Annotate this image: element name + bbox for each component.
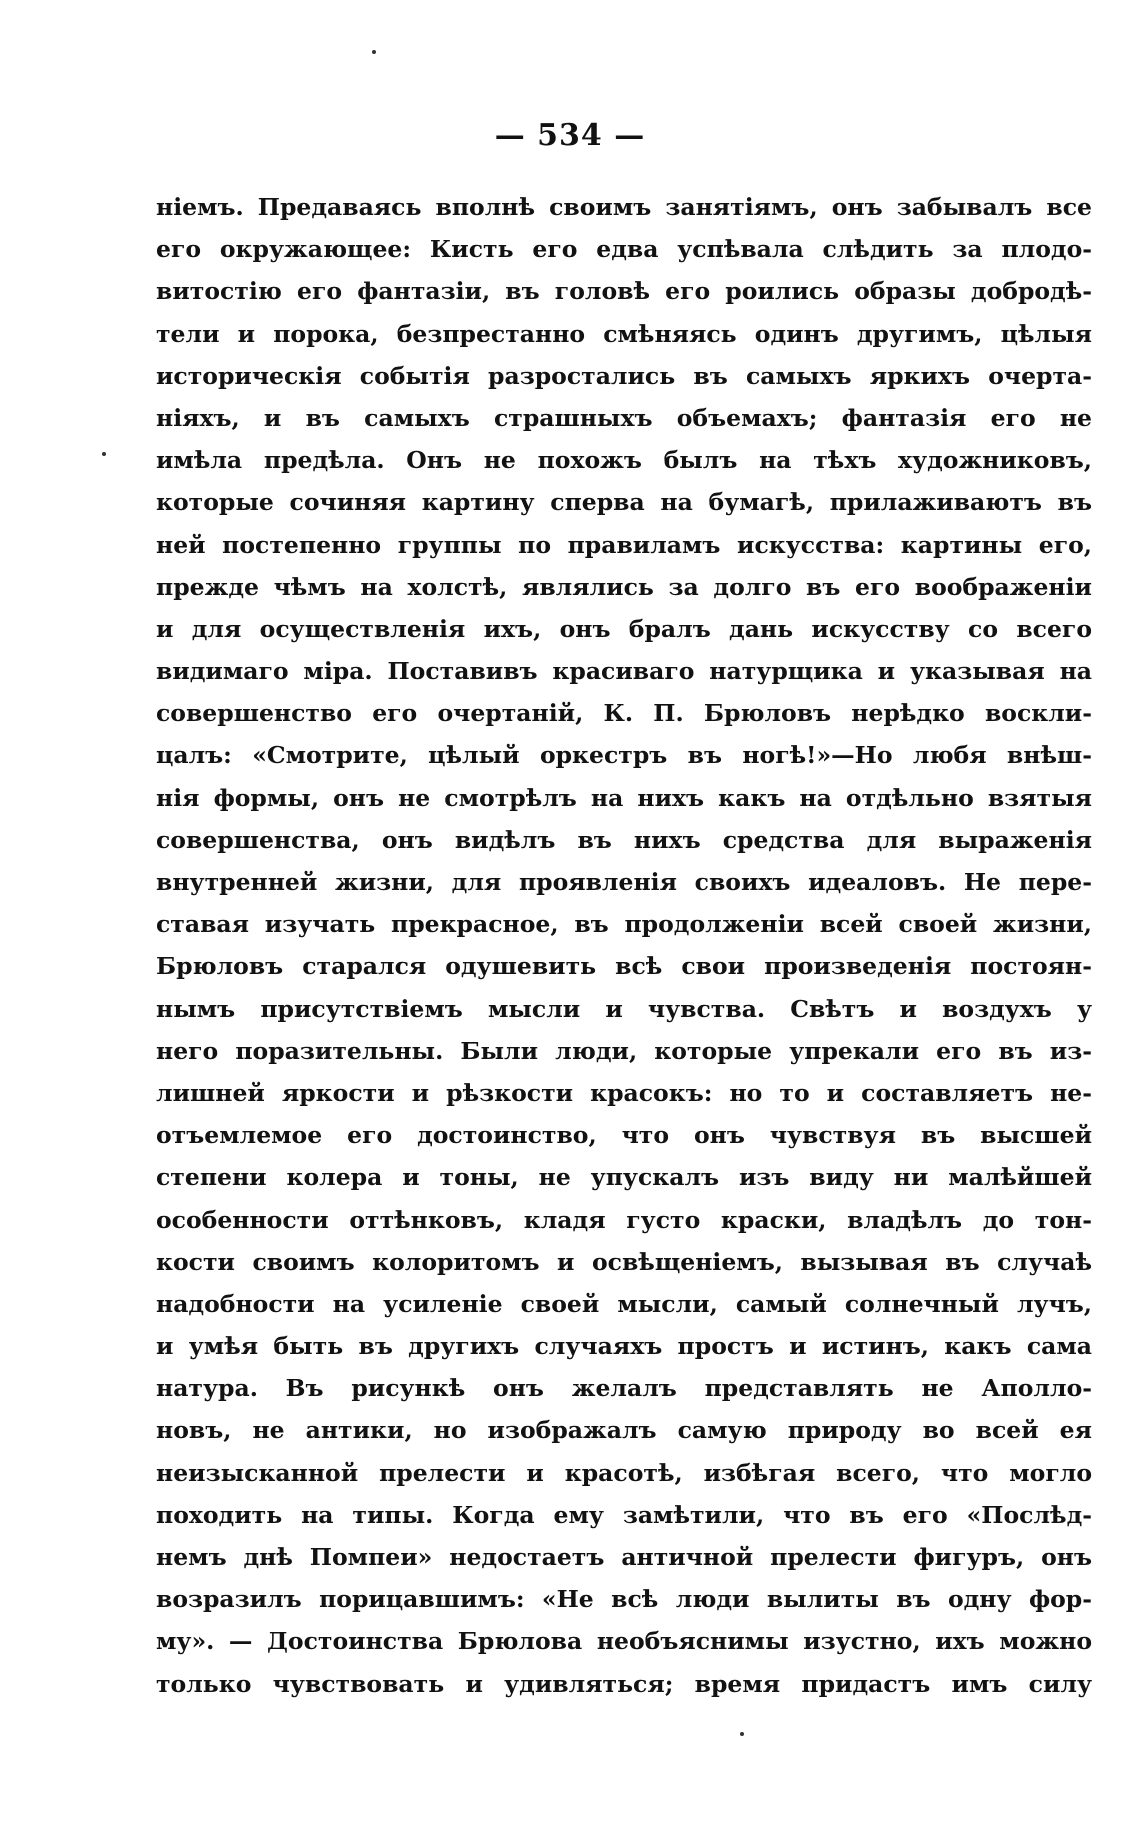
text-line: му». — Достоинства Брюлова необъяснимы изустно, ихъ можно [156,1627,1092,1656]
ink-speck [102,452,106,456]
text-line: ней постепенно группы по правиламъ искусства: картины его, [156,530,1092,559]
text-line: которые сочиняя картину сперва на бумагѣ, прилаживаютъ въ [156,488,1092,517]
text-line: новъ, не антики, но изображалъ самую природу во всей ея [156,1416,1092,1445]
text-line: видимаго міра. Поставивъ красиваго натурщика и указывая на [156,657,1092,686]
ink-speck [372,50,376,54]
text-line: степени колера и тоны, не упускалъ изъ виду ни малѣйшей [156,1163,1092,1192]
text-line: его окружающее: Кисть его едва успѣвала слѣдить за плодо- [156,235,1092,264]
page-number: — 534 — [494,118,646,153]
text-line: возразилъ порицавшимъ: «Не всѣ люди вылиты въ одну фор- [156,1585,1092,1614]
text-line: ніемъ. Предаваясь вполнѣ своимъ занятіямъ, онъ забывалъ все [156,193,1092,221]
text-line: натура. Въ рисункѣ онъ желалъ представлять не Аполло- [156,1374,1092,1403]
text-line: походить на типы. Когда ему замѣтили, что въ его «Послѣд- [156,1500,1092,1529]
ink-speck [740,1732,744,1736]
text-line: и для осуществленія ихъ, онъ бралъ дань искусству со всего [156,614,1092,643]
text-line: немъ днѣ Помпеи» недостаетъ античной прелести фигуръ, онъ [156,1543,1092,1571]
text-line: лишней яркости и рѣзкости красокъ: но то и составляетъ не- [156,1078,1092,1107]
text-line: цалъ: «Смотрите, цѣлый оркестръ въ ногѣ!»—Но любя внѣш- [156,741,1092,770]
text-line: кости своимъ колоритомъ и освѣщеніемъ, вызывая въ случаѣ [156,1247,1092,1276]
text-line: нымъ присутствіемъ мысли и чувства. Свѣтъ и воздухъ у [156,994,1092,1023]
text-line: прежде чѣмъ на холстѣ, являлись за долго въ его воображеніи [156,572,1092,601]
text-line: надобности на усиленіе своей мысли, самый солнечный лучъ, [156,1289,1092,1318]
text-line: совершенство его очертаній, К. П. Брюловъ нерѣдко воскли- [156,699,1092,728]
text-line: отъемлемое его достоинство, что онъ чувствуя въ высшей [156,1121,1092,1150]
text-line: совершенства, онъ видѣлъ въ нихъ средства для выраженія [156,825,1092,854]
text-line: нія формы, онъ не смотрѣлъ на нихъ какъ на отдѣльно взятыя [156,783,1092,812]
text-line: Брюловъ старался одушевить всѣ свои произведенія постоян- [156,952,1092,981]
text-line: неизысканной прелести и красотѣ, избѣгая всего, что могло [156,1458,1092,1487]
text-line: него поразительны. Были люди, которые упрекали его въ из- [156,1036,1092,1065]
text-line: имѣла предѣла. Онъ не похожъ былъ на тѣхъ художниковъ, [156,446,1092,475]
text-line: только чувствовать и удивляться; время придастъ имъ силу [156,1669,1092,1698]
text-line: ставая изучать прекрасное, въ продолженіи всей своей жизни, [156,910,1092,939]
text-line: витостію его фантазіи, въ головѣ его роились образы добродѣ- [156,277,1092,306]
text-line: и умѣя быть въ другихъ случаяхъ простъ и истинъ, какъ сама [156,1332,1092,1361]
body-text [156,186,1092,1705]
text-line: ніяхъ, и въ самыхъ страшныхъ объемахъ; фантазія его не [156,403,1092,432]
text-line: историческія событія разростались въ самыхъ яркихъ очерта- [156,361,1092,390]
text-line: внутренней жизни, для проявленія своихъ идеаловъ. Не пере- [156,868,1092,896]
text-line: особенности оттѣнковъ, кладя густо краски, владѣлъ до тон- [156,1205,1092,1234]
text-line: тели и порока, безпрестанно смѣняясь одинъ другимъ, цѣлыя [156,319,1092,348]
